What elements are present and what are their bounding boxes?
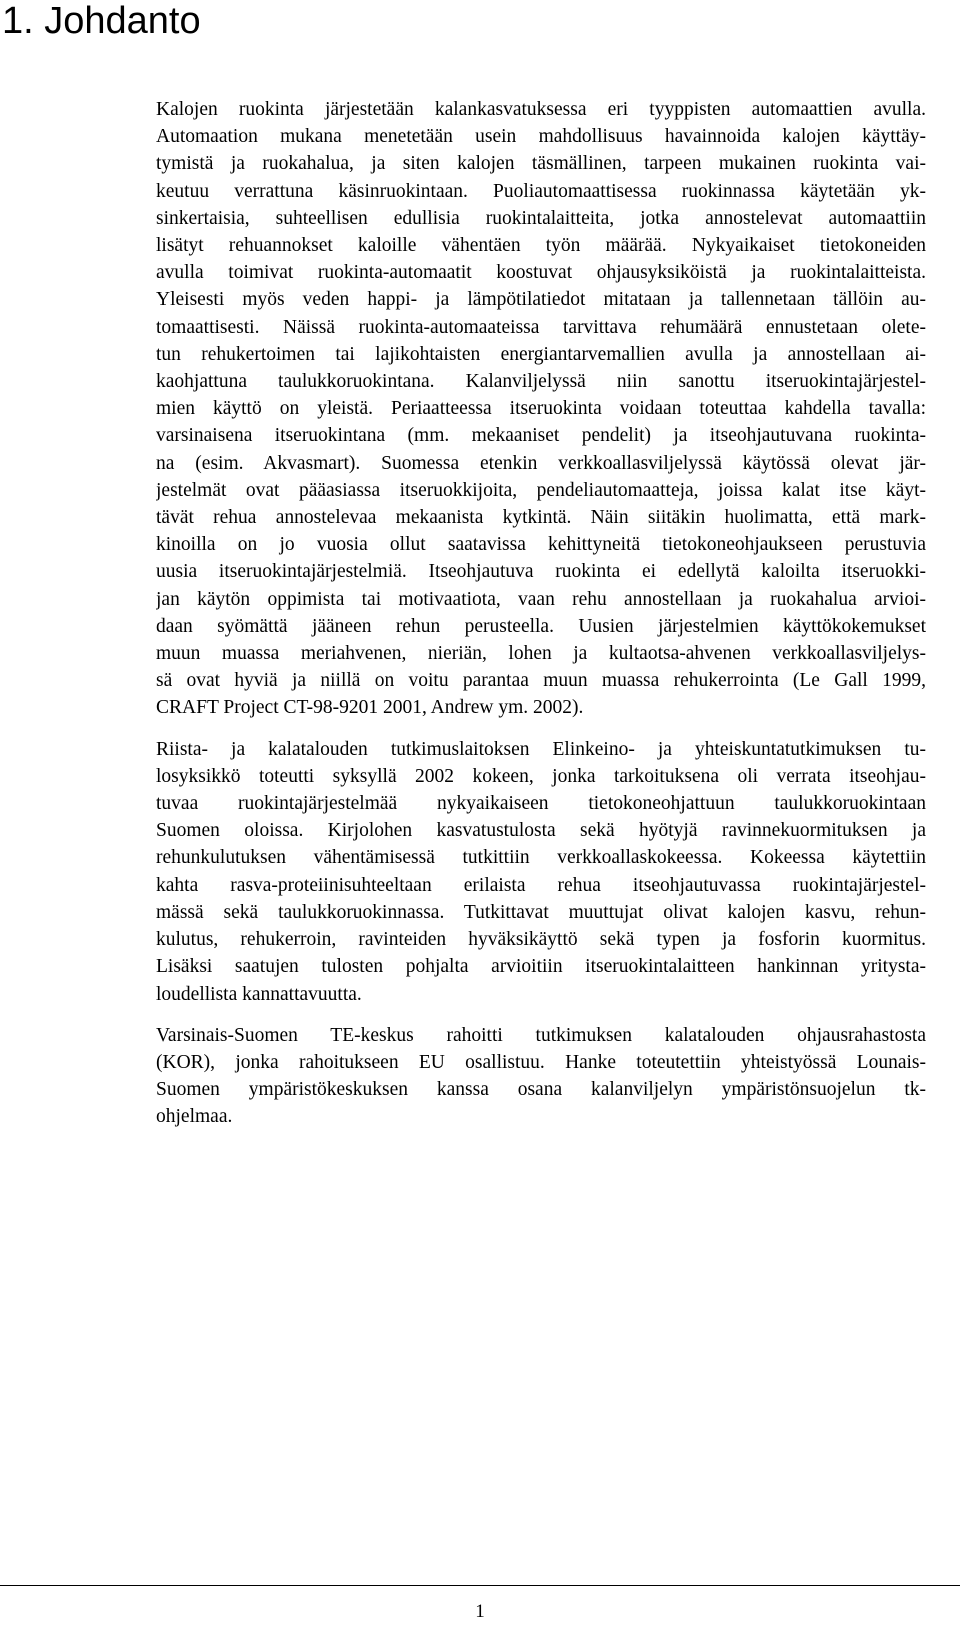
text-line: sinkertaisia, suhteellisen edullisia ruokintalaitteita, jotka annostelevat automaattiin <box>156 207 926 229</box>
body-text <box>156 96 926 1145</box>
text-line: mien käyttö on yleistä. Periaatteessa itseruokinta voidaan toteuttaa kahdella tavalla: <box>156 398 926 420</box>
page-title: 1. Johdanto <box>2 0 201 42</box>
text-line: Yleisesti myös veden happi- ja lämpötilatiedot mitataan ja tallennetaan tällöin au- <box>156 289 926 311</box>
text-line: (KOR), jonka rahoitukseen EU osallistuu. Hanke toteutettiin yhteistyössä Lounais- <box>156 1051 926 1073</box>
text-line: daan syömättä jääneen rehun perusteella. Uusien järjestelmien käyttökokemukset <box>156 615 926 637</box>
text-line: kahta rasva-proteiinisuhteeltaan erilaista rehua itseohjautuvassa ruokintajärjestel- <box>156 874 926 896</box>
text-line: rehunkulutuksen vähentämisessä tutkittiin verkkoallaskokeessa. Kokeessa käytettiin <box>156 847 926 869</box>
text-line: kulutus, rehukerroin, ravinteiden hyväksikäyttö sekä typen ja fosforin kuormitus. <box>156 929 926 951</box>
text-line: tomaattisesti. Näissä ruokinta-automaateissa tarvittava rehumäärä ennustetaan olete- <box>156 316 926 338</box>
text-line: keutuu verrattuna käsinruokintaan. Puoliautomaattisessa ruokinnassa käytetään yk- <box>156 180 926 202</box>
text-line: losyksikkö toteutti syksyllä 2002 kokeen, jonka tarkoituksena oli verrata itseohjau- <box>156 765 926 787</box>
text-line: varsinaisena itseruokintana (mm. mekaaniset pendelit) ja itseohjautuvana ruokinta- <box>156 425 926 447</box>
text-line: CRAFT Project CT-98-9201 2001, Andrew ym. 2002). <box>156 697 584 719</box>
text-line: tävät rehua annostelevaa mekaanista kytkintä. Näin siitäkin huolimatta, että mark- <box>156 507 926 529</box>
text-line: jan käytön oppimista tai motivaatiota, vaan rehu annostellaan ja ruokahalua arvioi- <box>156 588 926 610</box>
text-line: na (esim. Akvasmart). Suomessa etenkin verkkoallasviljelyssä käytössä olevat jär- <box>156 452 926 474</box>
text-line: ohjelmaa. <box>156 1106 233 1128</box>
text-line: Riista- ja kalatalouden tutkimuslaitoksen Elinkeino- ja yhteiskuntatutkimuksen tu- <box>156 738 926 760</box>
paragraph-intro <box>156 96 926 722</box>
page-number: 1 <box>475 1601 485 1622</box>
text-line: loudellista kannattavuutta. <box>156 983 362 1005</box>
text-line: Varsinais-Suomen TE-keskus rahoitti tutkimuksen kalatalouden ohjausrahastosta <box>156 1024 926 1046</box>
text-line: lisätyt rehuannokset kaloille vähentäen työn määrää. Nykyaikaiset tietokoneiden <box>156 235 926 257</box>
text-line: Kalojen ruokinta järjestetään kalankasvatuksessa eri tyyppisten automaattien avulla. <box>156 99 926 120</box>
text-line: sä ovat hyviä ja niillä on voitu parantaa muun muassa rehukerrointa (Le Gall 1999, <box>156 670 926 692</box>
text-line: Suomen oloissa. Kirjolohen kasvatustulosta sekä hyötyjä ravinnekuormituksen ja <box>156 820 926 842</box>
paragraph-study <box>156 736 926 1008</box>
text-line: mässä sekä taulukkoruokinnassa. Tutkittavat muuttujat olivat kalojen kasvu, rehun- <box>156 901 926 923</box>
footer-divider <box>0 1585 960 1586</box>
text-line: tun rehukertoimen tai lajikohtaisten energiantarvemallien avulla ja annostellaan ai- <box>156 343 926 365</box>
text-line: tuvaa ruokintajärjestelmää nykyaikaiseen tietokoneohjattuun taulukkoruokintaan <box>156 793 926 815</box>
text-line: tymistä ja ruokahalua, ja siten kalojen täsmällinen, tarpeen mukainen ruokinta vai- <box>156 153 926 175</box>
text-line: Lisäksi saatujen tulosten pohjalta arvioitiin itseruokintalaitteen hankinnan yritysta- <box>156 956 926 978</box>
text-line: kaohjattuna taulukkoruokintana. Kalanviljelyssä niin sanottu itseruokintajärjestel- <box>156 371 926 393</box>
text-line: Suomen ympäristökeskuksen kanssa osana kalanviljelyn ympäristönsuojelun tk- <box>156 1079 926 1101</box>
text-line: jestelmät ovat pääasiassa itseruokkijoita, pendeliautomaatteja, joissa kalat itse käyt- <box>156 479 926 501</box>
text-line: muun muassa meriahvenen, nieriän, lohen ja kultaotsa-ahvenen verkkoallasviljelys- <box>156 643 926 665</box>
text-line: kinoilla on jo vuosia ollut saatavissa kehittyneitä tietokoneohjaukseen perustuvia <box>156 534 926 556</box>
paragraph-funding <box>156 1022 926 1131</box>
text-line: uusia itseruokintajärjestelmiä. Itseohjautuva ruokinta ei edellytä kaloilta itseruokki- <box>156 561 926 583</box>
text-line: avulla toimivat ruokinta-automaatit koostuvat ohjausyksiköistä ja ruokintalaitteista. <box>156 262 926 284</box>
text-line: Automaation mukana menetetään usein mahdollisuus havainnoida kalojen käyttäy- <box>156 126 926 148</box>
